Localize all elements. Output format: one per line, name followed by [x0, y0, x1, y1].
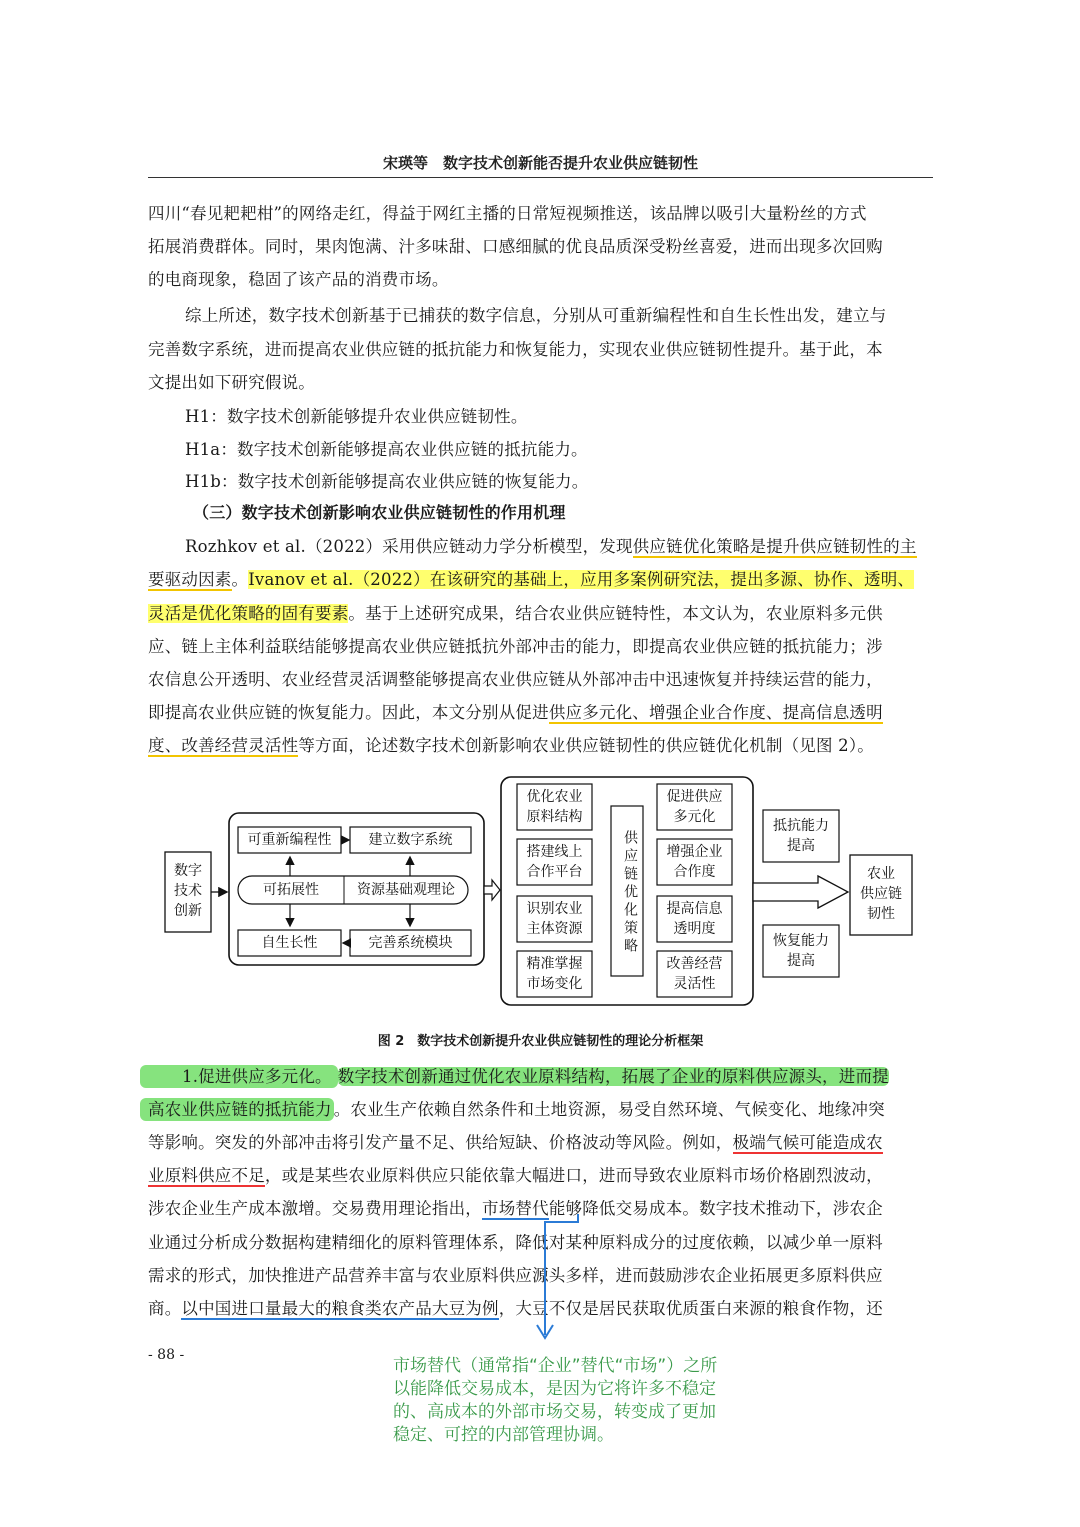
yellow-highlight: 灵活是优化策略的固有要素	[148, 604, 349, 623]
text-line: 综上所述，数字技术创新基于已捕获的数字信息，分别从可重新编程性和自生长性出发，建立与	[185, 306, 887, 325]
note-line: 以能降低交易成本，是因为它将许多不稳定	[393, 1379, 716, 1399]
recovery-label: 恢复能力 提高	[773, 933, 829, 969]
hypothesis-h1b: H1b：数字技术创新能够提高农业供应链的恢复能力。	[185, 472, 589, 491]
text-run: ，大豆不仅是居民获取优质蛋白来源的粮食作物，还	[498, 1299, 883, 1318]
yellow-underline: 供应多元化、增强企业合作度、提高信息透明	[548, 703, 883, 722]
hypothesis-h1: H1：数字技术创新能够提升农业供应链韧性。	[185, 407, 528, 426]
green-highlight: 高农业供应链的抵抗能力	[140, 1098, 334, 1121]
left-col-label: 搭建线上 合作平台	[526, 844, 583, 880]
text-line: 的电商现象，稳固了该产品的消费市场。	[148, 270, 449, 289]
left-col-label: 识别农业 主体资源	[526, 901, 583, 937]
text-line: 四川“春见耙耙柑”的网络走红，得益于网红主播的日常短视频推送，该品牌以吸引大量粉丝的方式	[148, 204, 867, 223]
right-col-label: 提高信息 透明度	[666, 901, 723, 937]
blue-underline: 市场替代	[482, 1199, 549, 1218]
red-underline: 极端气候可能造成农	[732, 1133, 883, 1152]
right-col-label: 增强企业 合作度	[666, 844, 723, 880]
yellow-highlight: Ivanov et al.（2022）在该研究的基础上，应用多案例研究法，提出多源、协作、透明、	[248, 570, 915, 589]
running-head: 宋瑛等 数字技术创新能否提升农业供应链韧性	[382, 154, 698, 172]
text-run: 。农业生产依赖自然条件和土地资源，易受自然环境、气候变化、地缘冲突	[333, 1100, 885, 1119]
green-highlight: 1.促进供应多元化。	[140, 1065, 338, 1088]
blue-underline: 以中国进口量最大的粮食类农产品大豆为例	[181, 1299, 499, 1318]
note-line: 稳定、可控的内部管理协调。	[393, 1425, 614, 1445]
text-line: 农信息公开透明、农业经营灵活调整能够提高农业供应链从外部冲击中迅速恢复并持续运营的能力，	[148, 670, 883, 689]
extensibility-label: 可拓展性	[263, 882, 319, 898]
text-run: 即提高农业供应链的恢复能力。因此，本文分别从促进	[148, 703, 549, 722]
improve-module-label: 完善系统模块	[368, 935, 453, 951]
hypothesis-h1a: H1a：数字技术创新能够提高农业供应链的抵抗能力。	[185, 440, 588, 459]
right-col-label: 促进供应 多元化	[666, 789, 723, 825]
text-line: 需求的形式，加快推进产品营养丰富与农业原料供应源头多样，进而鼓励涉农企业拓展更多原料供应	[148, 1266, 883, 1285]
page-number: - 88 -	[148, 1347, 185, 1363]
text-run: 。基于上述研究成果，结合农业供应链特性，本文认为，农业原料多元供	[348, 604, 883, 623]
text-run: 等影响。突发的外部冲击将引发产量不足、供给短缺、价格波动等风险。例如，	[148, 1133, 733, 1152]
figure-caption: 图 2 数字技术创新提升农业供应链韧性的理论分析框架	[377, 1034, 704, 1049]
center-strategy-label: 供应链优化策略	[622, 830, 638, 956]
resource-theory-label: 资源基础观理论	[357, 882, 455, 898]
text-run: 商。	[148, 1299, 182, 1318]
output-label: 农业 供应链 韧性	[860, 866, 902, 922]
handwritten-note	[393, 1355, 793, 1447]
text-run: 涉农企业生产成本激增。交易费用理论指出，	[148, 1199, 482, 1218]
text-line: 拓展消费群体。同时，果肉饱满、汁多味甜、口感细腻的优良品质深受粉丝喜爱，进而出现多次回购	[148, 237, 883, 256]
left-col-label: 精准掌握 市场变化	[526, 956, 583, 992]
text-line: 应、链上主体利益联结能够提高农业供应链抵抗外部冲击的能力，即提高农业供应链的抵抗能力；涉	[148, 637, 883, 656]
left-col-label: 优化农业 原料结构	[526, 789, 583, 825]
yellow-underline: 要驱动因素	[148, 570, 232, 589]
yellow-underline: 供应链优化策略是提升供应链韧性的主	[632, 537, 917, 556]
red-underline: 业原料供应不足	[148, 1166, 265, 1185]
note-line: 市场替代（通常指“企业”替代“市场”）之所	[393, 1356, 718, 1376]
yellow-underline: 度、改善经营灵活性	[148, 736, 299, 755]
text-run: ，或是某些农业原料供应只能依靠大幅进口，进而导致农业原料市场价格剧烈波动，	[264, 1166, 883, 1185]
input-label: 数字 技术 创新	[174, 863, 202, 919]
text-line: 完善数字系统，进而提高农业供应链的抵抗能力和恢复能力，实现农业供应链韧性提升。基于此，本	[148, 340, 883, 359]
text-line: 文提出如下研究假说。	[148, 373, 315, 392]
build-system-label: 建立数字系统	[368, 832, 453, 848]
text-run: Rozhkov et al.（2022）采用供应链动力学分析模型，发现	[185, 537, 633, 556]
text-run: 。	[231, 570, 249, 589]
note-line: 的、高成本的外部市场交易，转变成了更加	[393, 1402, 716, 1422]
self-growth-label: 自生长性	[261, 935, 318, 951]
resistance-label: 抵抗能力 提高	[773, 818, 829, 854]
green-highlight: 数字技术创新通过优化农业原料结构，拓展了企业的原料供应源头，进而提	[337, 1067, 889, 1086]
text-run: 能够降低交易成本。数字技术推动下，涉农企	[548, 1199, 883, 1218]
text-line: 业通过分析成分数据构建精细化的原料管理体系，降低对某种原料成分的过度依赖，以减少单一原料	[148, 1233, 883, 1252]
section-heading: （三）数字技术创新影响农业供应链韧性的作用机理	[193, 503, 566, 522]
reprogrammable-label: 可重新编程性	[247, 832, 332, 848]
right-col-label: 改善经营 灵活性	[666, 956, 723, 992]
text-run: 等方面，论述数字技术创新影响农业供应链韧性的供应链优化机制（见图 2）。	[298, 736, 875, 755]
